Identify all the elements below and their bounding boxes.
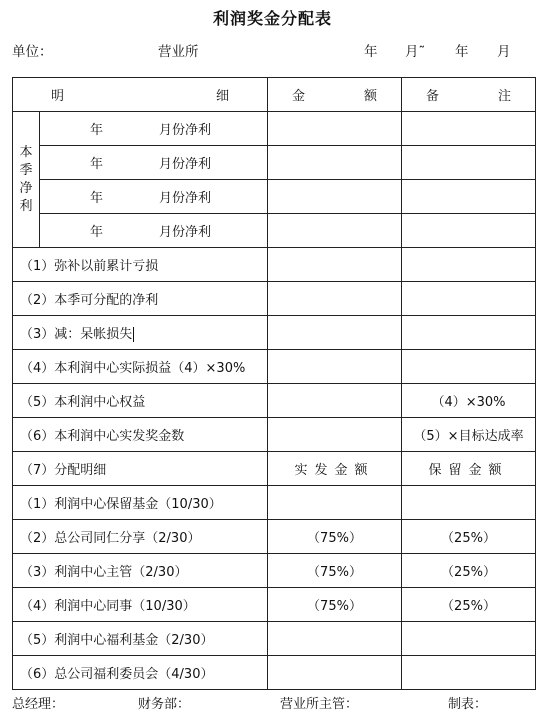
actual-cell[interactable] xyxy=(268,622,402,656)
actual-cell[interactable] xyxy=(268,656,402,690)
distribution-row xyxy=(13,622,536,656)
reserve-cell[interactable]: （25%） xyxy=(402,588,536,622)
season-month-cell: 年 月份净利 xyxy=(40,214,268,248)
item-row xyxy=(13,316,536,350)
distribution-row xyxy=(13,520,536,554)
season-month-cell: 年 月份净利 xyxy=(40,112,268,146)
remark-cell[interactable] xyxy=(402,350,536,384)
signature-branch-manager: 营业所主管： xyxy=(280,697,359,712)
amount-cell[interactable] xyxy=(268,180,402,214)
season-month-cell: 年 月份净利 xyxy=(40,180,268,214)
item-row xyxy=(13,384,536,418)
unit-label: 单位： xyxy=(12,44,53,60)
distribution-row xyxy=(13,554,536,588)
distribution-item-label: （1）利润中心保留基金（10/30） xyxy=(13,486,268,520)
text-cursor xyxy=(133,327,134,342)
remark-cell[interactable] xyxy=(402,248,536,282)
amount-cell[interactable] xyxy=(268,350,402,384)
distribution-header-row xyxy=(13,452,536,486)
amount-cell[interactable] xyxy=(268,384,402,418)
item-row xyxy=(13,418,536,452)
item-label: （6）本利润中心实发奖金数 xyxy=(13,418,268,452)
year-to: 年 xyxy=(455,44,469,60)
amount-cell[interactable] xyxy=(268,112,402,146)
amount-cell[interactable] xyxy=(268,248,402,282)
amount-cell[interactable] xyxy=(268,214,402,248)
season-label-char: 本 xyxy=(19,144,33,160)
year-from: 年 xyxy=(364,44,378,60)
remark-cell[interactable] xyxy=(402,214,536,248)
amount-cell[interactable] xyxy=(268,316,402,350)
column-header-row xyxy=(13,78,536,112)
season-label-char: 净 xyxy=(19,180,33,196)
remark-cell[interactable] xyxy=(402,180,536,214)
amount-cell[interactable] xyxy=(268,418,402,452)
actual-cell[interactable] xyxy=(268,486,402,520)
item-label: （1）弥补以前累计亏损 xyxy=(13,248,268,282)
reserve-amount-header: 保留金额 xyxy=(402,452,536,486)
signature-general-manager: 总经理： xyxy=(12,697,65,712)
form-title: 利润奖金分配表 xyxy=(212,9,332,28)
detail-column-header: 明 细 xyxy=(13,78,268,112)
item-row xyxy=(13,248,536,282)
month-to: 月 xyxy=(497,44,511,60)
season-label-char: 季 xyxy=(19,162,33,178)
season-row xyxy=(13,180,536,214)
reserve-cell[interactable]: （25%） xyxy=(402,554,536,588)
distribution-label: （7）分配明细 xyxy=(13,452,268,486)
remark-cell[interactable]: （4）×30% xyxy=(402,384,536,418)
item-label: （5）本利润中心权益 xyxy=(13,384,268,418)
signature-finance: 财务部： xyxy=(138,697,191,712)
actual-cell[interactable]: （75%） xyxy=(268,554,402,588)
reserve-cell[interactable] xyxy=(402,486,536,520)
reserve-cell[interactable]: （25%） xyxy=(402,520,536,554)
reserve-cell[interactable] xyxy=(402,656,536,690)
remark-cell[interactable] xyxy=(402,112,536,146)
remark-cell[interactable] xyxy=(402,282,536,316)
allocation-table xyxy=(12,77,536,690)
distribution-item-label: （3）利润中心主管（2/30） xyxy=(13,554,268,588)
distribution-row xyxy=(13,588,536,622)
amount-column-header: 金 额 xyxy=(268,78,402,112)
signature-preparer: 制表： xyxy=(448,697,488,712)
actual-cell[interactable]: （75%） xyxy=(268,588,402,622)
actual-amount-header: 实发金额 xyxy=(268,452,402,486)
remark-column-header: 备 注 xyxy=(402,78,536,112)
item-label: （2）本季可分配的净利 xyxy=(13,282,268,316)
remark-cell[interactable] xyxy=(402,316,536,350)
amount-cell[interactable] xyxy=(268,282,402,316)
season-label xyxy=(13,112,40,248)
item-label-cell xyxy=(13,316,268,350)
dept-label: 营业所 xyxy=(158,44,199,60)
month-from: 月˜ xyxy=(405,44,426,60)
season-row xyxy=(13,146,536,180)
item-row xyxy=(13,350,536,384)
season-month-cell: 年 月份净利 xyxy=(40,146,268,180)
item-row xyxy=(13,282,536,316)
distribution-row xyxy=(13,486,536,520)
season-row xyxy=(13,214,536,248)
distribution-item-label: （5）利润中心福利基金（2/30） xyxy=(13,622,268,656)
remark-cell[interactable]: （5）×目标达成率 xyxy=(402,418,536,452)
season-label-char: 利 xyxy=(19,198,33,214)
amount-cell[interactable] xyxy=(268,146,402,180)
distribution-item-label: （4）利润中心同事（10/30） xyxy=(13,588,268,622)
distribution-row xyxy=(13,656,536,690)
reserve-cell[interactable] xyxy=(402,622,536,656)
item-label: （4）本利润中心实际损益（4）×30% xyxy=(13,350,268,384)
season-row xyxy=(13,112,536,146)
distribution-item-label: （6）总公司福利委员会（4/30） xyxy=(13,656,268,690)
item-label: （3）减：呆帐损失 xyxy=(20,327,133,342)
remark-cell[interactable] xyxy=(402,146,536,180)
distribution-item-label: （2）总公司同仁分享（2/30） xyxy=(13,520,268,554)
actual-cell[interactable]: （75%） xyxy=(268,520,402,554)
